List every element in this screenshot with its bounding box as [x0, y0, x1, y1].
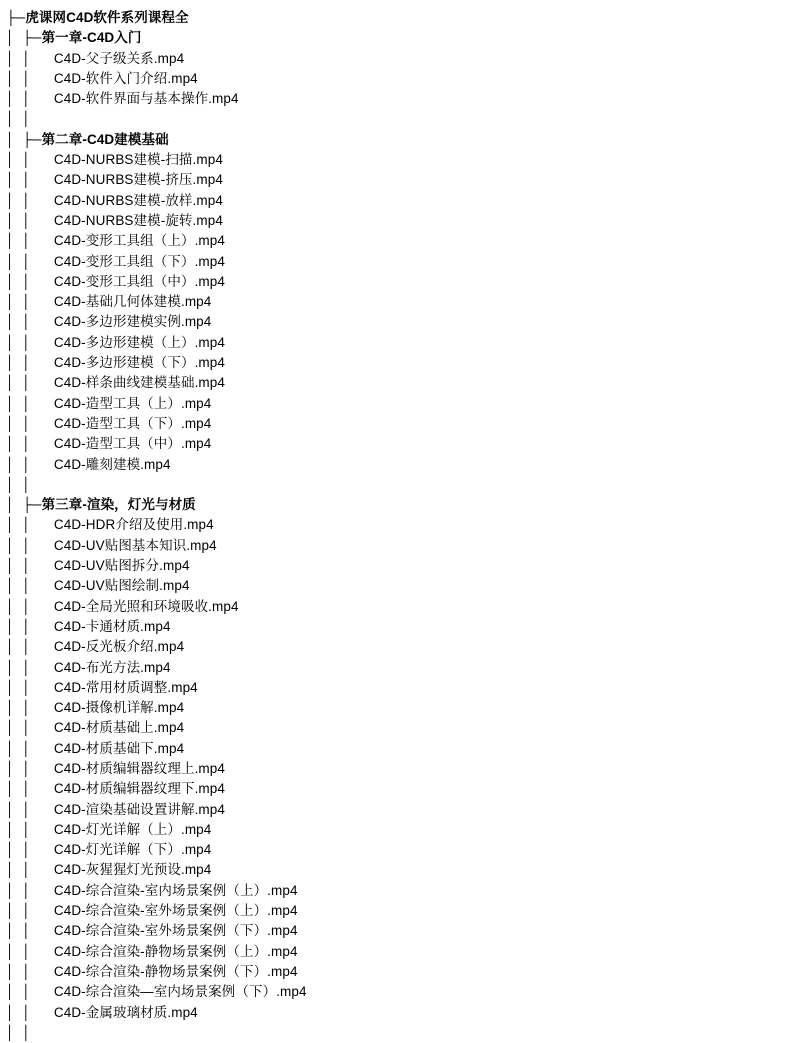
- tree-file-row[interactable]: │ │ C4D-综合渲染-静物场景案例（上）.mp4: [6, 943, 298, 959]
- tree-file-row[interactable]: │ │ C4D-常用材质调整.mp4: [6, 679, 198, 695]
- tree-file-row[interactable]: │ │ C4D-NURBS建模-旋转.mp4: [6, 212, 223, 228]
- tree-file-row[interactable]: │ │ C4D-材质编辑器纹理上.mp4: [6, 760, 225, 776]
- tree-file-row[interactable]: │ │ C4D-父子级关系.mp4: [6, 50, 185, 66]
- tree-file-row[interactable]: │ │ C4D-变形工具组（中）.mp4: [6, 273, 225, 289]
- tree-file-row[interactable]: │ │ C4D-布光方法.mp4: [6, 659, 171, 675]
- tree-file-row[interactable]: │ │ C4D-全局光照和环境吸收.mp4: [6, 598, 239, 614]
- tree-file-row[interactable]: │ │ C4D-材质基础上.mp4: [6, 720, 185, 736]
- tree-file-row[interactable]: │ │ C4D-样条曲线建模基础.mp4: [6, 375, 225, 391]
- tree-root-row[interactable]: ├─虎课网C4D软件系列课程全: [6, 10, 189, 25]
- tree-file-row[interactable]: │ │ C4D-变形工具组（下）.mp4: [6, 253, 225, 269]
- tree-file-row[interactable]: │ │ C4D-卡通材质.mp4: [6, 618, 171, 634]
- tree-file-row[interactable]: │ │ C4D-NURBS建模-扫描.mp4: [6, 152, 223, 168]
- tree-file-row[interactable]: │ │ C4D-UV贴图拆分.mp4: [6, 558, 190, 574]
- tree-file-row[interactable]: │ │ C4D-UV贴图基本知识.mp4: [6, 537, 217, 553]
- tree-file-row[interactable]: │ │ C4D-灯光详解（下）.mp4: [6, 842, 212, 858]
- tree-file-row[interactable]: │ │ C4D-综合渲染—室内场景案例（下）.mp4: [6, 984, 307, 1000]
- tree-file-row[interactable]: │ │ C4D-反光板介绍.mp4: [6, 639, 185, 655]
- tree-spacer-row: │ │: [6, 1024, 31, 1040]
- tree-file-row[interactable]: │ │ C4D-HDR介绍及使用.mp4: [6, 517, 214, 533]
- tree-file-row[interactable]: │ │ C4D-造型工具（下）.mp4: [6, 415, 212, 431]
- tree-file-row[interactable]: │ │ C4D-造型工具（上）.mp4: [6, 395, 212, 411]
- tree-file-row[interactable]: │ │ C4D-摄像机详解.mp4: [6, 700, 185, 716]
- tree-file-row[interactable]: │ │ C4D-UV贴图绘制.mp4: [6, 578, 190, 594]
- tree-file-row[interactable]: │ │ C4D-金属玻璃材质.mp4: [6, 1004, 198, 1020]
- tree-file-row[interactable]: │ │ C4D-综合渲染-室外场景案例（上）.mp4: [6, 903, 298, 919]
- tree-chapter-row[interactable]: │ ├─第二章-C4D建模基础: [6, 131, 169, 147]
- tree-file-row[interactable]: │ │ C4D-多边形建模实例.mp4: [6, 314, 212, 330]
- tree-chapter-row[interactable]: │ ├─第三章-渲染，灯光与材质: [6, 497, 196, 513]
- tree-spacer-row: │ │: [6, 111, 31, 127]
- tree-chapter-row[interactable]: │ ├─第一章-C4D入门: [6, 30, 142, 46]
- tree-file-row[interactable]: │ │ C4D-基础几何体建模.mp4: [6, 294, 212, 310]
- tree-file-row[interactable]: │ │ C4D-软件界面与基本操作.mp4: [6, 91, 239, 107]
- tree-file-row[interactable]: │ │ C4D-变形工具组（上）.mp4: [6, 233, 225, 249]
- tree-file-row[interactable]: │ │ C4D-灯光详解（上）.mp4: [6, 821, 212, 837]
- tree-file-row[interactable]: │ │ C4D-渲染基础设置讲解.mp4: [6, 801, 225, 817]
- tree-file-row[interactable]: │ │ C4D-雕刻建模.mp4: [6, 456, 171, 472]
- tree-file-row[interactable]: │ │ C4D-多边形建模（下）.mp4: [6, 355, 225, 371]
- tree-file-row[interactable]: │ │ C4D-NURBS建模-挤压.mp4: [6, 172, 223, 188]
- tree-file-row[interactable]: │ │ C4D-综合渲染-室内场景案例（上）.mp4: [6, 882, 298, 898]
- tree-file-row[interactable]: │ │ C4D-综合渲染-静物场景案例（下）.mp4: [6, 963, 298, 979]
- tree-file-row[interactable]: │ │ C4D-多边形建模（上）.mp4: [6, 334, 225, 350]
- tree-file-row[interactable]: │ │ C4D-造型工具（中）.mp4: [6, 436, 212, 452]
- tree-file-row[interactable]: │ │ C4D-材质编辑器纹理下.mp4: [6, 781, 225, 797]
- tree-file-row[interactable]: │ │ C4D-灰猩猩灯光预设.mp4: [6, 862, 212, 878]
- tree-file-row[interactable]: │ │ C4D-NURBS建模-放样.mp4: [6, 192, 223, 208]
- tree-file-row[interactable]: │ │ C4D-材质基础下.mp4: [6, 740, 185, 756]
- tree-file-row[interactable]: │ │ C4D-综合渲染-室外场景案例（下）.mp4: [6, 923, 298, 939]
- tree-file-row[interactable]: │ │ C4D-软件入门介绍.mp4: [6, 70, 198, 86]
- tree-spacer-row: │ │: [6, 476, 31, 492]
